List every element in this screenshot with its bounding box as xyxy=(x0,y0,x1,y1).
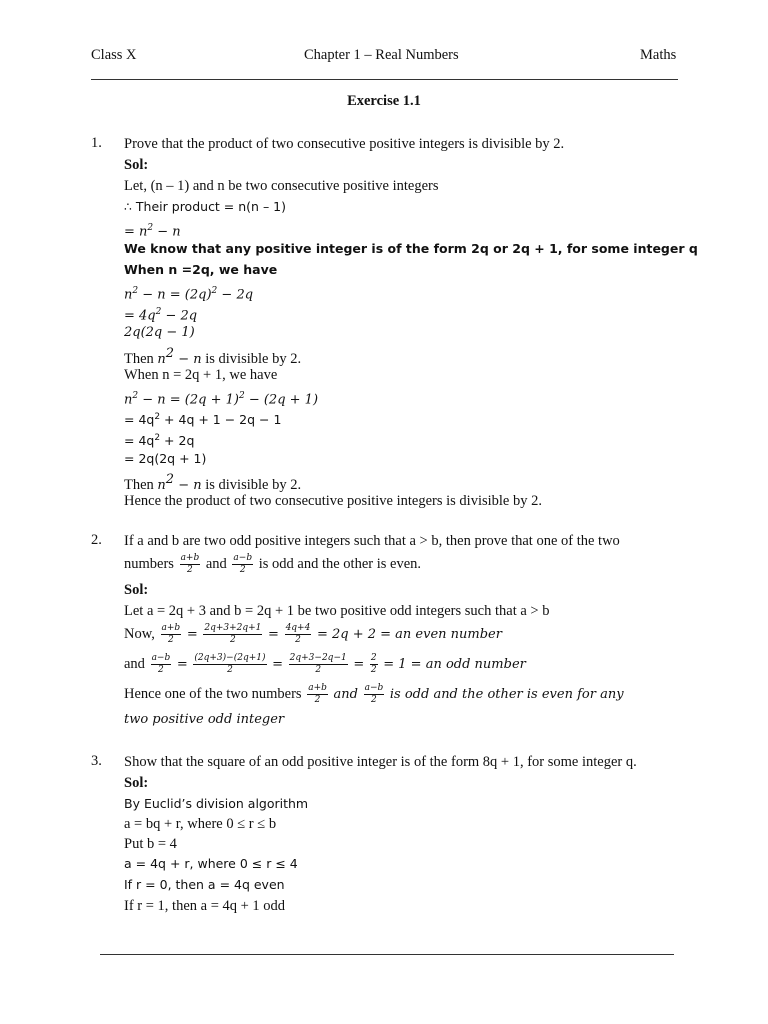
q1-line-12: = $4q^2 + 4q + 1 - 2q - 1$ xyxy=(124,412,282,428)
q2-number: 2. xyxy=(91,532,102,548)
footer-rule xyxy=(100,954,674,955)
q1-line-15: Then $n^2 - n$ is divisible by 2. xyxy=(124,472,302,493)
q3-line-1: By Euclid’s division algorithm xyxy=(124,796,309,811)
q1-line-16: Hence the product of two consecutive positive integers is divisible by 2. xyxy=(124,493,542,509)
q1-line-6: $n^2 - n = (2q)^2 - 2q$ xyxy=(124,286,254,303)
q1-number: 1. xyxy=(91,135,102,151)
header-chapter: Chapter 1 – Real Numbers xyxy=(304,47,459,63)
q2-line-1: Let a = 2q + 3 and b = 2q + 1 be two positive odd integers such that a > b xyxy=(124,603,550,619)
q1-line-8: 2q(2q − 1) xyxy=(124,325,195,340)
exercise-title: Exercise 1.1 xyxy=(347,93,421,109)
q3-line-4: a = 4q + r, where 0 ≤ r ≤ 4 xyxy=(124,856,298,871)
q1-line-2: ∴ Their product = n(n – 1) xyxy=(124,199,287,214)
q2-question-b: numbers $\frac{a+b}{2}$ and $\frac{a-b}{2}$ is odd and the other is even. xyxy=(124,553,422,575)
q2-line-3: and $\frac{a-b}{2}$ = $\frac{(2q+3)-(2q+1)}{2}$ = $\frac{2q+3-2q-1}{2}$ = $\frac{2}{2}$ = 1 = an odd number xyxy=(124,653,526,675)
q1-line-5: When n =2q, we have xyxy=(124,262,278,277)
q1-line-9: Then $n^2 - n$ is divisible by 2. xyxy=(124,346,302,367)
q1-line-7: = $4q^2 - 2q$ xyxy=(124,307,198,324)
q3-line-6: If r = 1, then a = 4q + 1 odd xyxy=(124,898,286,914)
q2-sol-label: Sol: xyxy=(124,582,149,598)
q3-line-5: If r = 0, then a = 4q even xyxy=(124,877,285,892)
fraction-a-minus-b: $\frac{a-b}{2}$ xyxy=(233,553,253,575)
q1-line-13: = $4q^2 + 2q$ xyxy=(124,433,195,449)
q1-line-1: Let, (n – 1) and n be two consecutive positive integers xyxy=(124,178,439,194)
header-subject: Maths xyxy=(640,47,677,63)
q2-question-a: If a and b are two odd positive integers such that a > b, then prove that one of the two xyxy=(124,533,620,549)
q3-question: Show that the square of an odd positive integer is of the form 8q + 1, for some integer q. xyxy=(124,754,637,770)
q3-line-3: Put b = 4 xyxy=(124,836,177,852)
q1-line-10: When n = 2q + 1, we have xyxy=(124,367,278,383)
q3-line-2: a = bq + r, where 0 ≤ r ≤ b xyxy=(124,816,277,832)
q1-line-3: = $n^2 - n$ xyxy=(124,223,181,240)
q3-number: 3. xyxy=(91,753,102,769)
q3-sol-label: Sol: xyxy=(124,775,149,791)
q1-line-14: = 2q(2q + 1) xyxy=(124,451,207,466)
q1-line-11: $n^2 - n = (2q + 1)^2 - (2q + 1)$ xyxy=(124,391,319,408)
q2-line-5: two positive odd integer xyxy=(124,712,285,727)
header-rule xyxy=(91,79,678,80)
q1-question: Prove that the product of two consecutive positive integers is divisible by 2. xyxy=(124,136,565,152)
q1-sol-label: Sol: xyxy=(124,157,149,173)
fraction-a-plus-b: $\frac{a+b}{2}$ xyxy=(180,553,200,575)
q2-line-4: Hence one of the two numbers $\frac{a+b}{2}$ and $\frac{a-b}{2}$ is odd and the other is even for any xyxy=(124,683,624,705)
header-class: Class X xyxy=(91,47,137,63)
q2-line-2: Now, $\frac{a+b}{2}$ = $\frac{2q+3+2q+1}{2}$ = $\frac{4q+4}{2}$ = 2q + 2 = an even number xyxy=(124,623,502,645)
q1-line-4: We know that any positive integer is of the form 2q or 2q + 1, for some integer q xyxy=(124,241,698,256)
